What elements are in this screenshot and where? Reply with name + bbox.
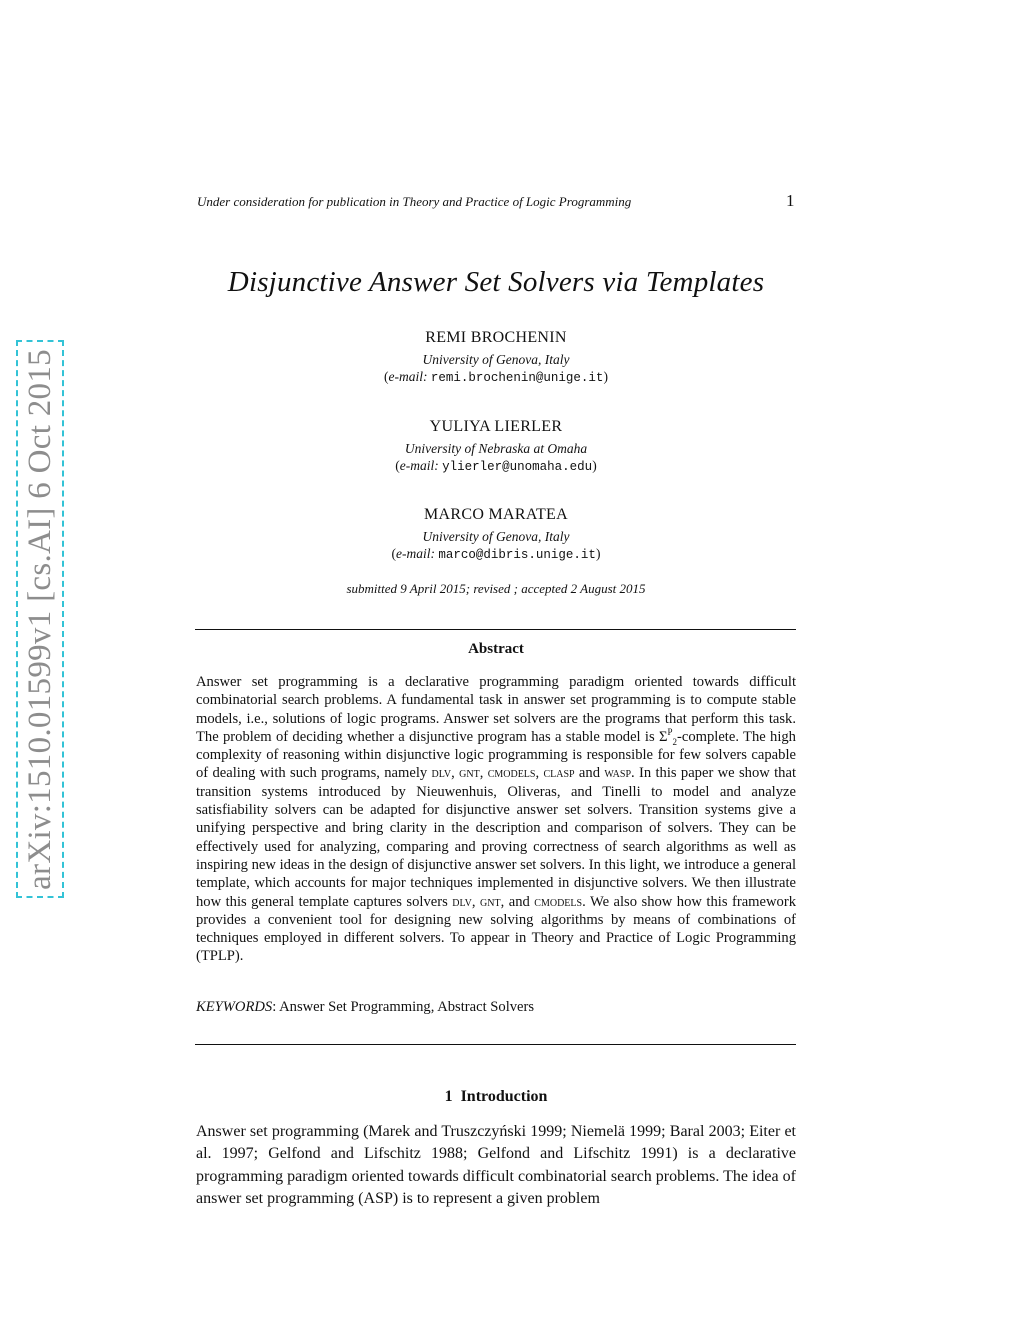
section-heading bbox=[196, 1088, 796, 1106]
submission-dates: submitted 9 April 2015; revised ; accepted 2 August 2015 bbox=[346, 581, 646, 596]
author-email-line: (e-mail: marco@dibris.unige.it) bbox=[391, 546, 601, 562]
solver-name: dlv bbox=[431, 765, 452, 782]
arxiv-identifier-stamp bbox=[16, 340, 64, 898]
author-name: YULIYA LIERLER bbox=[429, 418, 563, 435]
abstract-top-rule bbox=[195, 629, 796, 630]
author-email-line: (e-mail: ylierler@unomaha.edu) bbox=[395, 458, 597, 474]
email-label: e-mail: bbox=[396, 546, 436, 561]
arxiv-identifier: arXiv:1510.01599v1 [cs.AI] 6 Oct 2015 bbox=[21, 348, 58, 890]
solver-name: cmodels bbox=[487, 765, 536, 782]
email-label: e-mail: bbox=[388, 369, 428, 384]
author-affiliation: University of Genova, Italy bbox=[422, 352, 570, 367]
solver-name: gnt bbox=[480, 893, 501, 910]
author-email[interactable]: ylierler@unomaha.edu bbox=[442, 460, 593, 474]
solver-name: wasp bbox=[604, 765, 632, 782]
author-affiliation: University of Genova, Italy bbox=[422, 529, 570, 544]
solver-name: gnt bbox=[459, 765, 480, 782]
author-email-line: (e-mail: remi.brochenin@unige.it) bbox=[384, 369, 608, 385]
page-number: 1 bbox=[786, 191, 795, 210]
complexity-class: $\Sigma^P_2$ bbox=[658, 727, 677, 747]
keywords-label: KEYWORDS bbox=[196, 999, 273, 1015]
keywords-text: : Answer Set Programming, Abstract Solvers bbox=[272, 999, 535, 1015]
running-head: Under consideration for publication in Theory and Practice of Logic Programming bbox=[197, 194, 632, 209]
keywords-line bbox=[196, 999, 796, 1016]
section-title: Introduction bbox=[460, 1088, 548, 1105]
author-affiliation: University of Nebraska at Omaha bbox=[404, 441, 588, 456]
author-email[interactable]: marco@dibris.unige.it bbox=[438, 548, 596, 562]
author-block bbox=[196, 418, 796, 474]
solver-name: clasp bbox=[543, 765, 575, 782]
introduction-text: Answer set programming (Marek and Truszczyński 1999; Niemelä 1999; Baral 2003; Eiter et al. 1997; Gelfond and Lifschitz 1988; Gelfond and Lifschitz 1991) is a declarative programming paradigm oriented towards difficult combinatorial search problems. The idea of answer set programming (ASP) is to represent a given problem bbox=[196, 1123, 796, 1207]
abstract-bottom-rule bbox=[195, 1044, 796, 1045]
abstract-heading: Abstract bbox=[468, 641, 524, 657]
author-name: MARCO MARATEA bbox=[424, 506, 568, 523]
paper-title: Disjunctive Answer Set Solvers via Templates bbox=[227, 266, 765, 298]
email-label: e-mail: bbox=[399, 458, 439, 473]
abstract-text: Answer set programming is a declarative programming paradigm oriented towards difficult combinatorial search problems. A fundamental task in answer set programming is to compute stable models, i.e., solutions of logic programs. Answer set solvers are the programs that perform this task. The problem of deciding whether a disjunctive program has a stable model is $\Sigma^P_2$-complete. The high complexity of reasoning within disjunctive logic programming is responsible for few solvers capable of dealing with such programs, namely dlv, gnt, cmodels, clasp and wasp. In this paper we show that transition systems introduced by Nieuwenhuis, Oliveras, and Tinelli to model and analyze satisfiability solvers can be adapted for disjunctive answer set solvers. Transition systems give a unifying perspective and bring clarity in the description and comparison of solvers. They can be effectively used for analyzing, comparing and proving correctness of search algorithms as well as inspiring new ideas in the design of disjunctive answer set solvers. In this light, we introduce a general template, which accounts for major techniques implemented in disjunctive solvers. We then illustrate how this general template captures solvers dlv, gnt, and cmodels. We also show how this framework provides a convenient tool for designing new solving algorithms by means of combinations of techniques employed in different solvers. To appear in Theory and Practice of Logic Programming (TPLP). bbox=[196, 674, 797, 965]
author-block bbox=[196, 329, 796, 385]
author-block bbox=[196, 506, 796, 562]
author-email[interactable]: remi.brochenin@unige.it bbox=[430, 371, 604, 385]
section-number: 1 bbox=[444, 1088, 453, 1105]
solver-name: dlv bbox=[452, 893, 472, 910]
author-name: REMI BROCHENIN bbox=[425, 329, 567, 346]
solver-name: cmodels bbox=[534, 893, 583, 910]
